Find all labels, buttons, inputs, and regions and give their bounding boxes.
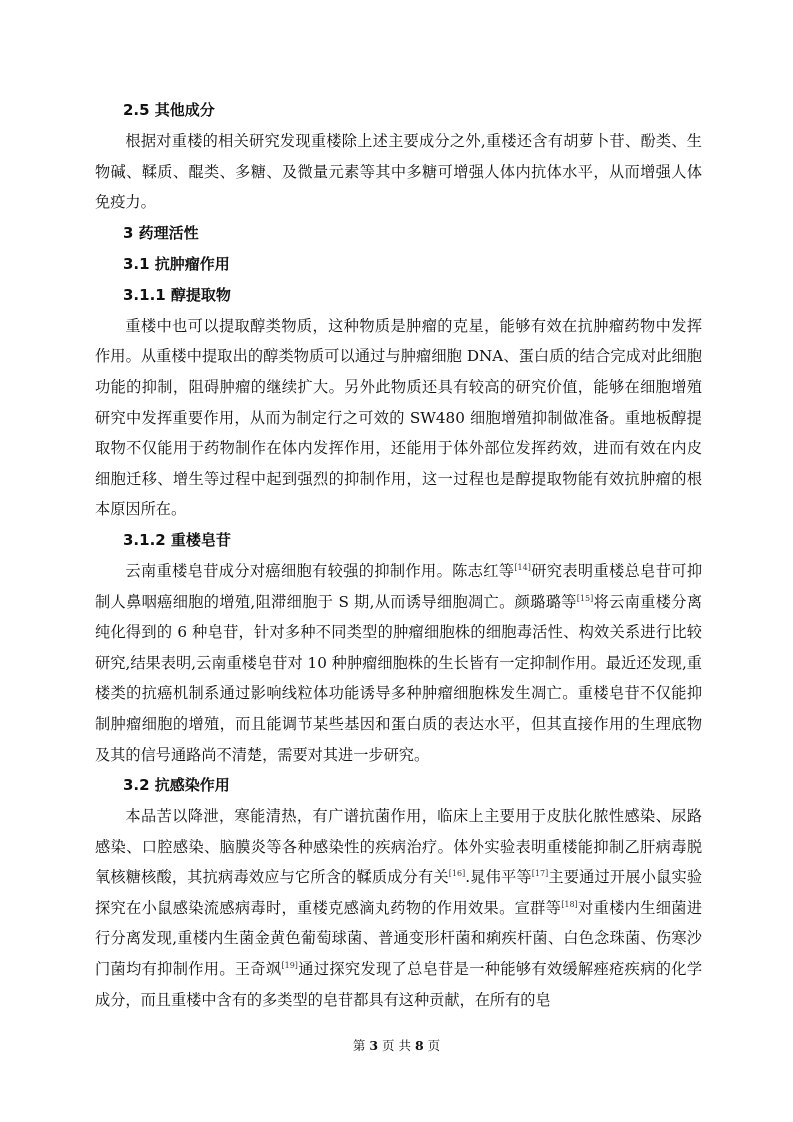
citation-ref: [15]: [576, 593, 594, 603]
paragraph-text: 本品苦以降泄，寒能清热，有广谱抗菌作用，临床上主要用于皮肤化脓性感染、尿路感染、口腔感染、脑膜炎等各种感染性的疾病治疗。体外实验表明重楼能抑制乙肝病毒脱氧核糖核酸，其抗病毒效应与它所含的鞣质成分有关: [95, 807, 702, 887]
section-heading: 3.1.2 重楼皂苷: [123, 530, 231, 549]
paragraph-text: 主要通过开展小鼠实验探究在小鼠感染流感病毒时，重楼克感滴丸药物的作用效果。宣群等: [95, 868, 703, 917]
footer-prefix: 第: [352, 1038, 366, 1053]
paragraph-text: 通过探究发现了总皂苷是一种能够有效缓解痤疮疾病的化学成分，而且重楼中含有的多类型的皂苷都具有这种贡献，在所有的皂: [95, 960, 703, 1009]
footer-total-pages: 8: [414, 1038, 424, 1053]
citation-ref: [18]: [561, 899, 578, 909]
paragraph-text: 将云南重楼分离纯化得到的 6 种皂苷，针对多种不同类型的肿瘤细胞株的细胞毒活性、构效关系进行比较研究,结果表明,云南重楼皂苷对 10 种肿瘤细胞株的生长皆有一定抑制作用。最近还发现,重楼类的抗癌机制系通过影响线粒体功能诱导多种肿瘤细胞株发生凋亡。重楼皂苷不仅能抑制肿瘤细胞的增殖，而且能调节某些基因和蛋白质的表达水平，但其直接作用的生理底物及其的信号通路尚不清楚，需要对其进一步研究。: [95, 592, 703, 764]
footer-page-number: 3: [369, 1038, 379, 1053]
citation-ref: [14]: [514, 562, 531, 572]
section-heading: 3.1.1 醇提取物: [123, 285, 231, 304]
citation-ref: [17]: [531, 869, 549, 879]
page-footer: [0, 1036, 793, 1054]
paragraph-text: 重楼中也可以提取醇类物质，这种物质是肿瘤的克星，能够有效在抗肿瘤药物中发挥作用。从重楼中提取出的醇类物质可以通过与肿瘤细胞 DNA、蛋白质的结合完成对此细胞功能的抑制，阻碍肿瘤的继续扩大。另外此物质还具有较高的研究价值，能够在细胞增殖研究中发挥重要作用，从而为制定行之可效的 SW480 细胞增殖抑制做准备。重地板醇提取物不仅能用于药物制作在体内发挥作用，还能用于体外部位发挥药效，进而有效在内皮细胞迁移、增生等过程中起到强烈的抑制作用，这一过程也是醇提取物能有效抗肿瘤的根本原因所在。: [95, 316, 702, 519]
citation-ref: [16]: [448, 869, 466, 879]
section-heading: 3.1 抗肿瘤作用: [123, 254, 230, 273]
paragraph-text: 云南重楼皂苷成分对癌细胞有较强的抑制作用。陈志红等: [125, 561, 515, 580]
page-content: [95, 95, 702, 1015]
paragraph-text: 根据对重楼的相关研究发现重楼除上述主要成分之外,重楼还含有胡萝卜苷、酚类、生物碱、鞣质、醌类、多糖、及微量元素等其中多糖可增强人体内抗体水平，从而增强人体免疫力。: [95, 132, 702, 212]
citation-ref: [19]: [281, 961, 298, 970]
body-paragraph: [95, 126, 702, 218]
paragraph-text: .晁伟平等: [465, 868, 532, 887]
section-heading: 3.2 抗感染作用: [123, 776, 230, 795]
footer-suffix: 页: [427, 1038, 441, 1053]
footer-middle: 页 共: [382, 1038, 411, 1053]
body-paragraph: [95, 556, 702, 770]
body-paragraph: [95, 311, 702, 525]
paragraph-text: 对重楼内生细菌进行分离发现,重楼内生菌金黄色葡萄球菌、普通变形杆菌和痢疾杆菌、白色念珠菌、伤寒沙门菌均有抑制作用。王奇飒: [95, 898, 703, 979]
section-heading: 2.5 其他成分: [123, 101, 215, 119]
section-heading: 3 药理活性: [123, 223, 199, 242]
body-paragraph: [95, 801, 702, 1015]
paragraph-text: 研究表明重楼总皂苷可抑制人鼻咽癌细胞的增殖,阻滞细胞于 S 期,从而诱导细胞凋亡。颜璐璐等: [95, 561, 703, 611]
